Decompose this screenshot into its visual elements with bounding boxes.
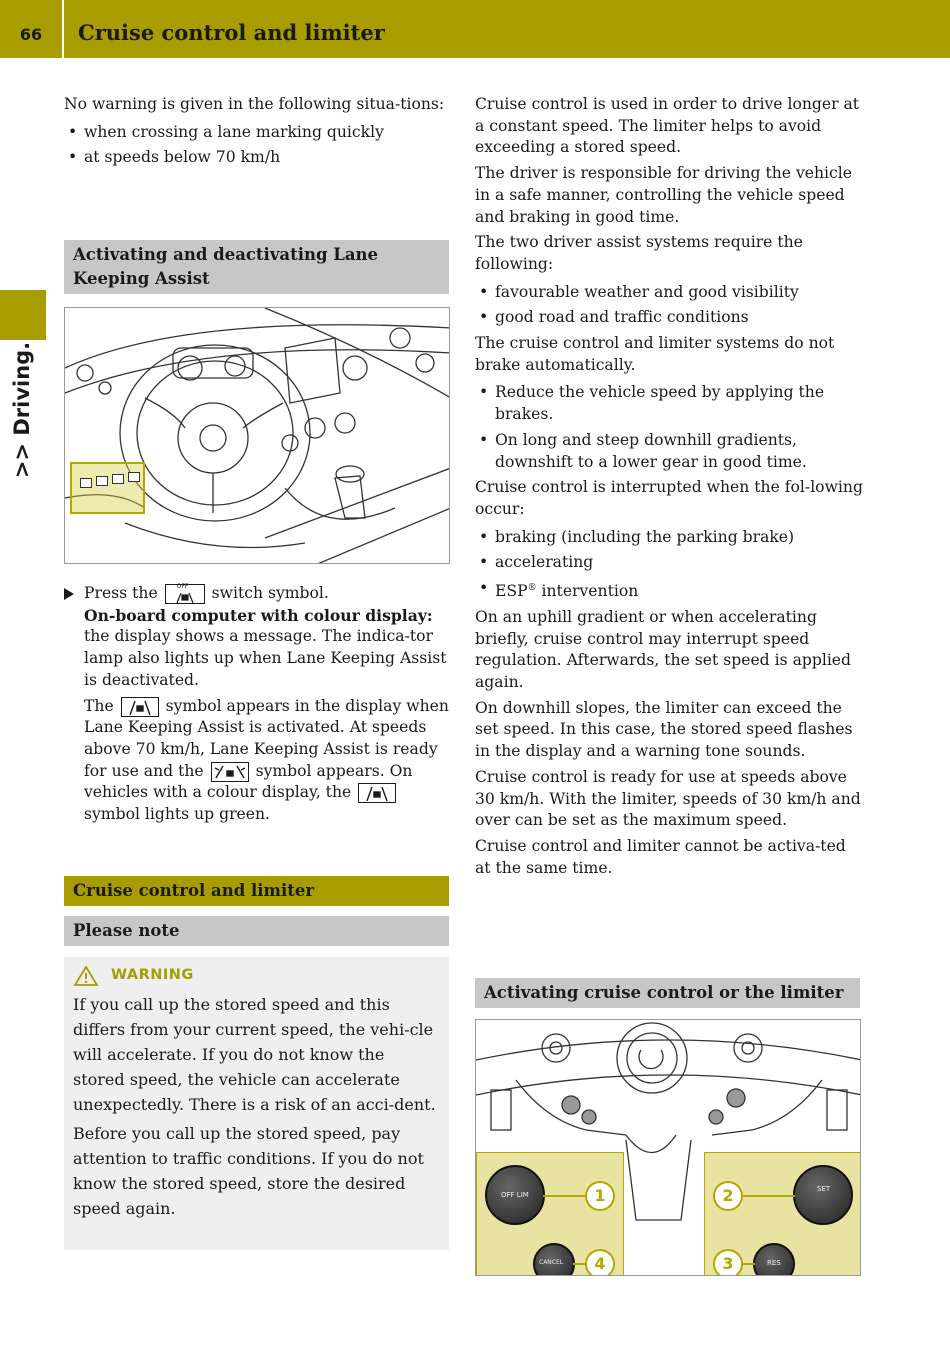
off-lim-button: OFF LIM <box>485 1165 545 1225</box>
section-heading-cruise-control: Cruise control and limiter <box>64 876 449 906</box>
lane-assist-off-switch-icon: OFF <box>165 584 205 604</box>
set-button: SET <box>793 1165 853 1225</box>
right-controls-inset <box>704 1152 861 1276</box>
intro-text: No warning is given in the following situa-tions: <box>64 95 445 113</box>
list-item: • On long and steep downhill gradients, downshift to a lower gear in good time. <box>475 430 865 473</box>
warning-advice: Before you call up the stored speed, pay attention to traffic conditions. If you do not know the stored speed, store the desired speed again. <box>73 1124 424 1218</box>
cancel-button: CANCEL <box>533 1243 575 1276</box>
left-column-top <box>64 94 450 173</box>
display-message-text: the display shows a message. The indica-tor lamp also lights up when Lane Keeping Assist is deactivated. <box>84 627 447 689</box>
paragraph: Cruise control is used in order to drive longer at a constant speed. The limiter helps to avoid exceeding a stored speed. <box>475 95 860 157</box>
callout-1: 1 <box>585 1181 615 1211</box>
res-button: RES <box>753 1243 795 1276</box>
page-title: Cruise control and limiter <box>78 20 385 45</box>
paragraph: On an uphill gradient or when accelerating briefly, cruise control may interrupt speed regulation. Afterwards, the set speed is applied again. <box>475 607 852 692</box>
callout-2: 2 <box>713 1181 743 1211</box>
section-heading-activating-cruise: Activating cruise control or the limiter <box>475 978 860 1008</box>
lane-assist-switch-highlight <box>70 462 145 514</box>
section-heading-lane-keeping: Activating and deactivating Lane Keeping Assist <box>64 240 449 294</box>
warning-box <box>64 957 449 1250</box>
paragraph: Cruise control is interrupted when the fol-lowing occur: <box>475 478 863 518</box>
list-item: • good road and traffic conditions <box>475 307 865 329</box>
symbol-paragraph: The symbol appears in the display when Lane Keeping Assist is activated. At speeds above 70 km/h, Lane Keeping Assist is ready for use and the symbol appears. On vehicles with a colour display, the symbol lights up green. <box>84 696 449 824</box>
warning-header <box>73 963 440 988</box>
paragraph: The cruise control and limiter systems do not brake automatically. <box>475 334 835 374</box>
paragraph: Cruise control and limiter cannot be activa-ted at the same time. <box>475 836 846 877</box>
section-heading-please-note: Please note <box>64 916 449 946</box>
header-divider <box>62 0 64 58</box>
instruction-step <box>64 583 452 826</box>
warning-text: If you call up the stored speed and this differs from your current speed, the vehi-cle will accelerate. If you do not know the stored speed, the vehicle can accelerate unexpectedly. There is a risk of an acci-dent. <box>73 995 436 1114</box>
requirements-list <box>475 282 865 329</box>
lane-assist-active-icon <box>121 697 159 717</box>
lane-assist-green-icon <box>358 783 396 803</box>
lane-assist-ready-icon <box>211 762 249 782</box>
onboard-computer-label: On-board computer with colour display: <box>84 605 433 625</box>
no-warning-list <box>64 122 450 169</box>
page-number: 66 <box>19 25 43 44</box>
dashboard-illustration <box>64 307 450 564</box>
list-item: • favourable weather and good visibility <box>475 282 865 304</box>
step-text: Press the <box>84 584 158 602</box>
paragraph: The two driver assist systems require the following: <box>475 233 803 273</box>
lane-assist-instructions <box>64 583 452 826</box>
chapter-label: >> Driving. <box>10 341 34 479</box>
left-controls-inset <box>476 1152 624 1276</box>
right-column <box>475 94 865 883</box>
page-header <box>0 0 950 58</box>
list-item: • when crossing a lane marking quickly <box>64 122 450 144</box>
step-triangle-icon <box>64 588 74 600</box>
steering-wheel-controls-illustration <box>475 1019 861 1276</box>
paragraph: Cruise control is ready for use at speeds above 30 km/h. With the limiter, speeds of 30 km/h and over can be set as the maximum speed. <box>475 767 861 830</box>
step-text-end: switch symbol. <box>211 584 329 602</box>
paragraph: The driver is responsible for driving the vehicle in a safe manner, controlling the vehicle speed and braking in good time. <box>475 164 852 226</box>
paragraph: On downhill slopes, the limiter can exceed the set speed. In this case, the stored speed flashes in the display and a warning tone sounds. <box>475 698 853 761</box>
braking-advice-list <box>475 382 865 473</box>
warning-triangle-icon <box>73 965 99 987</box>
warning-label: WARNING <box>111 967 194 983</box>
chapter-marker <box>0 290 46 340</box>
list-item: • accelerating <box>475 552 865 574</box>
callout-3: 3 <box>713 1249 743 1276</box>
callout-4: 4 <box>585 1249 615 1276</box>
list-item: • Reduce the vehicle speed by applying the brakes. <box>475 382 865 425</box>
list-item: • at speeds below 70 km/h <box>64 147 450 169</box>
list-item: • ESP® intervention <box>475 578 865 603</box>
list-item: • braking (including the parking brake) <box>475 527 865 549</box>
interruption-list <box>475 527 865 603</box>
